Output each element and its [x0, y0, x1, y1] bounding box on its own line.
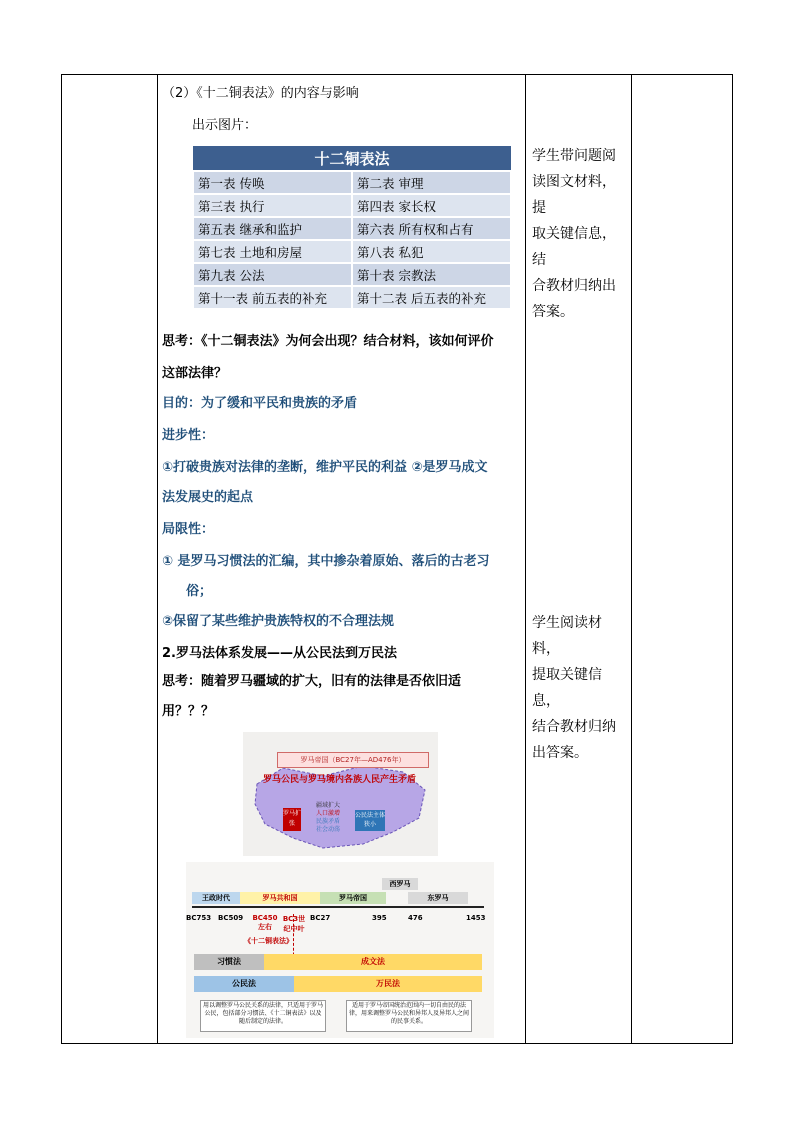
table-cell: 第十表 宗教法 — [352, 263, 511, 286]
period-west-rome: 西罗马 — [382, 878, 418, 890]
table-cell: 第二表 审理 — [352, 171, 511, 194]
tick-label: BC450左右 — [252, 914, 278, 931]
table-cell: 第十一表 前五表的补充 — [193, 286, 352, 309]
activity-line: 读图文材料，提 — [532, 174, 616, 216]
timeline-axis — [192, 906, 484, 908]
cause-item: 民族矛盾 — [315, 818, 340, 825]
activity-line: 取关键信息，结 — [532, 226, 616, 268]
limit-label: 局限性： — [162, 522, 215, 537]
limit-item-2: ②保留了某些维护贵族特权的不合理法规 — [162, 614, 395, 629]
tick-label: BC27 — [310, 914, 331, 922]
progress-text: ①打破贵族对法律的垄断，维护平民的利益 ②是罗马成文 — [162, 460, 488, 475]
activity-line: 合教材归纳出 — [532, 278, 616, 294]
think-question-1: 思考：《十二铜表法》为何会出现？结合材料，该如何评价 — [162, 334, 494, 349]
activity-line: 学生阅读材料， — [532, 615, 602, 657]
table-cell: 第一表 传唤 — [193, 171, 352, 194]
column-divider — [157, 75, 158, 1043]
nations-law-bar: 万民法 — [294, 976, 482, 992]
causes-box — [311, 802, 345, 838]
table-cell: 第六表 所有权和占有 — [352, 217, 511, 240]
civil-law-box: 公民法主体狭小 — [355, 810, 385, 831]
think-question-1-cont: 这部法律？ — [162, 366, 228, 381]
table-cell: 第三表 执行 — [193, 194, 352, 217]
column-divider — [525, 75, 526, 1043]
column-divider — [631, 75, 632, 1043]
tick-label: 1453 — [466, 914, 486, 922]
section-heading: （2）《十二铜表法》的内容与影响 — [162, 86, 359, 101]
citizen-law-bar: 公民法 — [194, 976, 294, 992]
limit-item-1: ① 是罗马习惯法的汇编，其中掺杂着原始、落后的古老习 — [162, 554, 490, 569]
table-cell: 第八表 私犯 — [352, 240, 511, 263]
table-cell: 第四表 家长权 — [352, 194, 511, 217]
limit-item-1-cont: 俗； — [186, 584, 213, 599]
section-2-heading: 2.罗马法体系发展——从公民法到万民法 — [162, 646, 397, 661]
period-empire: 罗马帝国 — [320, 892, 386, 904]
tick-label: 476 — [408, 914, 423, 922]
roman-empire-map — [243, 732, 438, 856]
student-activity-1 — [532, 143, 628, 325]
period-kingdom: 王政时代 — [192, 892, 240, 904]
roman-law-timeline — [186, 862, 494, 1038]
tick-label: BC753 — [186, 914, 212, 922]
written-law-bar: 成文法 — [264, 954, 482, 970]
think-question-2: 思考：随着罗马疆域的扩大，旧有的法律是否依旧适 — [162, 674, 462, 689]
figure-title: 十二铜表法 — [193, 146, 511, 171]
activity-line: 出答案。 — [532, 745, 588, 761]
activity-line: 答案。 — [532, 304, 574, 320]
expansion-box: 罗马扩张 — [283, 808, 301, 831]
conflict-title: 罗马公民与罗马境内各族人民产生矛盾 — [263, 775, 417, 785]
cause-item: 人口激增 — [315, 810, 340, 817]
purpose-text: 目的：为了缓和平民和贵族的矛盾 — [162, 396, 358, 411]
table-cell: 第五表 继承和监护 — [193, 217, 352, 240]
table-cell: 第十二表 后五表的补充 — [352, 286, 511, 309]
think-question-2-cont: 用？？？ — [162, 704, 215, 719]
progress-text-cont: 法发展史的起点 — [162, 490, 254, 505]
show-image-text: 出示图片： — [192, 118, 258, 133]
twelve-tables-label: 《十二铜表法》 — [244, 937, 293, 945]
nations-law-note: 适用于罗马帝国统治范围内一切自由民的法律，用来调整罗马公民和异邦人及异邦人之间的民事关系。 — [346, 1000, 472, 1032]
period-republic: 罗马共和国 — [240, 892, 320, 904]
activity-line: 结合教材归纳 — [532, 719, 616, 735]
progress-label: 进步性： — [162, 428, 215, 443]
empire-period-banner: 罗马帝国（BC27年—AD476年） — [277, 752, 429, 768]
tick-label: BC3世纪中叶 — [282, 915, 306, 933]
activity-line: 提取关键信息， — [532, 667, 602, 709]
tick-label: BC509 — [218, 914, 244, 922]
period-east-rome: 东罗马 — [408, 892, 468, 904]
citizen-law-note: 用以调整罗马公民关系的法律，只适用于罗马公民，包括部分习惯法、《十二铜表法》以及随后制定的法律。 — [200, 1000, 326, 1032]
cause-item: 疆域扩大 — [315, 802, 340, 809]
student-activity-2 — [532, 610, 628, 766]
activity-line: 学生带问题阅 — [532, 148, 616, 164]
table-cell: 第九表 公法 — [193, 263, 352, 286]
twelve-tables-figure — [192, 146, 512, 310]
custom-law-bar: 习惯法 — [194, 954, 264, 970]
table-cell: 第七表 土地和房屋 — [193, 240, 352, 263]
cause-item: 社会动荡 — [315, 826, 340, 833]
tick-label: 395 — [372, 914, 387, 922]
